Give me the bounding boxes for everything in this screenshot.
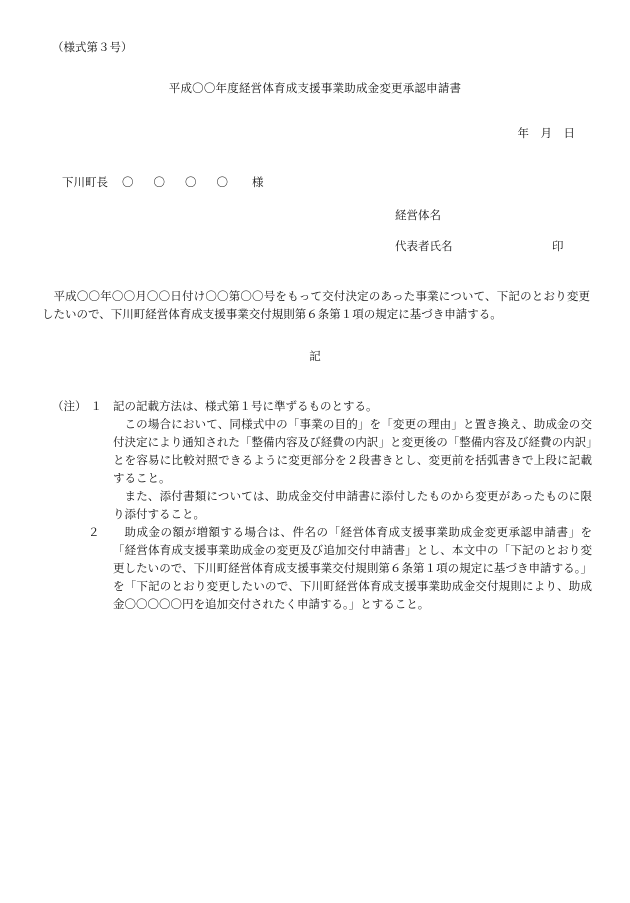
- document-title: 平成〇〇年度経営体育成支援事業助成金変更承認申請書: [168, 81, 462, 95]
- entity-name-label: 経営体名: [395, 208, 441, 222]
- date-line: 年 月 日: [517, 126, 575, 140]
- note-1-paragraph-2: この場合において、同様式中の「事業の目的」を「変更の理由」と置き換え、助成金の交付決定により通知された「整備内容及び経費の内訳」と変更後の「整備内容及び経費の内訳」とを容易に比較対照できるように変更部分を２段書きとし、変更前を括弧書きで上段に記載すること。: [113, 417, 592, 485]
- note-number-2: ２: [88, 525, 100, 539]
- note-item-2: [88, 523, 592, 613]
- addressee-honorific: 様: [252, 175, 264, 189]
- note-1-paragraph-3: また、添付書類については、助成金交付申請書に添付したものから変更があったものに限り添付すること。: [113, 489, 592, 521]
- note-body-1: [113, 397, 592, 523]
- note-number-1: １: [90, 399, 102, 413]
- body-text: 平成〇〇年〇〇月〇〇日付け〇〇第〇〇号をもって交付決定のあった事業について、下記のとおり変更したいので、下川町経営体育成支援事業交付規則第６条第１項の規定に基づき申請する。: [42, 289, 590, 321]
- note-body-2: [113, 523, 592, 613]
- notes-label: （注）: [52, 399, 87, 413]
- ki-heading: 記: [309, 349, 321, 363]
- note-2-paragraph-1: 助成金の額が増額する場合は、件名の「経営体育成支援事業助成金変更承認申請書」を「経営体育成支援事業助成金の変更及び追加交付申請書」とし、本文中の「下記のとおり変更したいので、下川町経営体育成支援事業交付規則第６条第１項の規定に基づき申請する。」を「下記のとおり変更したいので、下川町経営体育成支援事業助成金交付規則により、助成金〇〇〇〇〇円を追加交付されたく申請する。」とすること。: [113, 525, 592, 611]
- addressee-placeholder: 〇〇〇〇: [122, 175, 248, 189]
- representative-name-label: 代表者氏名: [395, 239, 453, 253]
- notes-section: [52, 397, 592, 613]
- addressee-name: 下川町長: [62, 175, 108, 189]
- form-number: （様式第３号）: [52, 40, 133, 54]
- addressee: [62, 173, 264, 191]
- note-1-paragraph-1: 記の記載方法は、様式第１号に準ずるものとする。: [113, 399, 378, 413]
- seal-mark: 印: [552, 239, 564, 253]
- body-paragraph: [42, 287, 590, 323]
- notes-label-cell: [52, 397, 113, 523]
- note-item-1: [52, 397, 592, 523]
